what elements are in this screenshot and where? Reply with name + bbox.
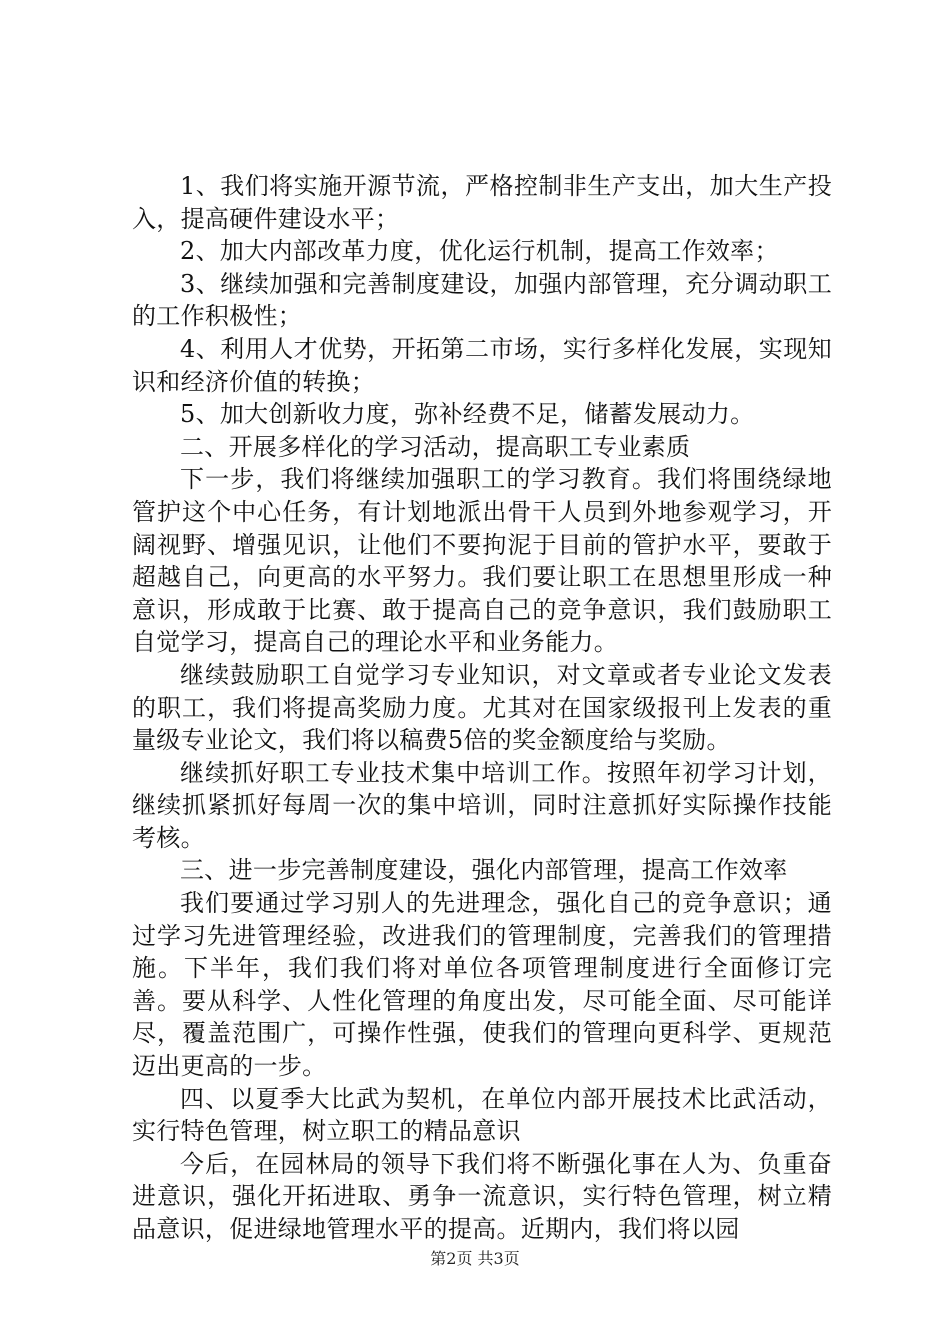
- document-body: [132, 170, 832, 1246]
- body-paragraph: 下一步，我们将继续加强职工的学习教育。我们将围绕绿地管护这个中心任务，有计划地派出骨干人员到外地参观学习，开阔视野、增强见识，让他们不要拘泥于目前的管护水平，要敢于超越自己，向更高的水平努力。我们要让职工在思想里形成一种意识，形成敢于比赛、敢于提高自己的竞争意识，我们鼓励职工自觉学习，提高自己的理论水平和业务能力。: [132, 465, 832, 657]
- page-number-footer: 第2页 共3页: [430, 1249, 520, 1268]
- paragraph-item-3: 3、继续加强和完善制度建设，加强内部管理，充分调动职工的工作积极性；: [132, 269, 832, 331]
- section-heading-2: 二、开展多样化的学习活动，提高职工专业素质: [180, 432, 691, 461]
- paragraph-item-1: 1、我们将实施开源节流，严格控制非生产支出，加大生产投入，提高硬件建设水平；: [132, 172, 832, 233]
- body-paragraph: 继续抓好职工专业技术集中培训工作。按照年初学习计划，继续抓紧抓好每周一次的集中培训，同时注意抓好实际操作技能考核。: [132, 758, 832, 852]
- body-paragraph: 我们要通过学习别人的先进理念，强化自己的竞争意识；通过学习先进管理经验，改进我们的管理制度，完善我们的管理措施。下半年，我们我们将对单位各项管理制度进行全面修订完善。要从科学、人性化管理的角度出发，尽可能全面、尽可能详尽，覆盖范围广，可操作性强，使我们的管理向更科学、更规范迈出更高的一步。: [132, 889, 832, 1081]
- body-paragraph: 今后，在园林局的领导下我们将不断强化事在人为、负重奋进意识，强化开拓进取、勇争一流意识，实行特色管理，树立精品意识，促进绿地管理水平的提高。近期内，我们将以园: [132, 1149, 832, 1243]
- paragraph-item-5: 5、加大创新收力度，弥补经费不足，储蓄发展动力。: [180, 400, 755, 429]
- body-paragraph: 继续鼓励职工自觉学习专业知识，对文章或者专业论文发表的职工，我们将提高奖励力度。尤其对在国家级报刊上发表的重量级专业论文，我们将以稿费5倍的奖金额度给与奖励。: [132, 660, 832, 755]
- paragraph-item-4: 4、利用人才优势，开拓第二市场，实行多样化发展，实现知识和经济价值的转换；: [132, 334, 832, 396]
- paragraph-item-2: 2、加大内部改革力度，优化运行机制，提高工作效率；: [180, 237, 779, 266]
- section-heading-3: 三、进一步完善制度建设，强化内部管理，提高工作效率: [180, 856, 788, 885]
- section-heading-4: 四、以夏季大比武为契机，在单位内部开展技术比武活动，实行特色管理，树立职工的精品意识: [132, 1084, 832, 1146]
